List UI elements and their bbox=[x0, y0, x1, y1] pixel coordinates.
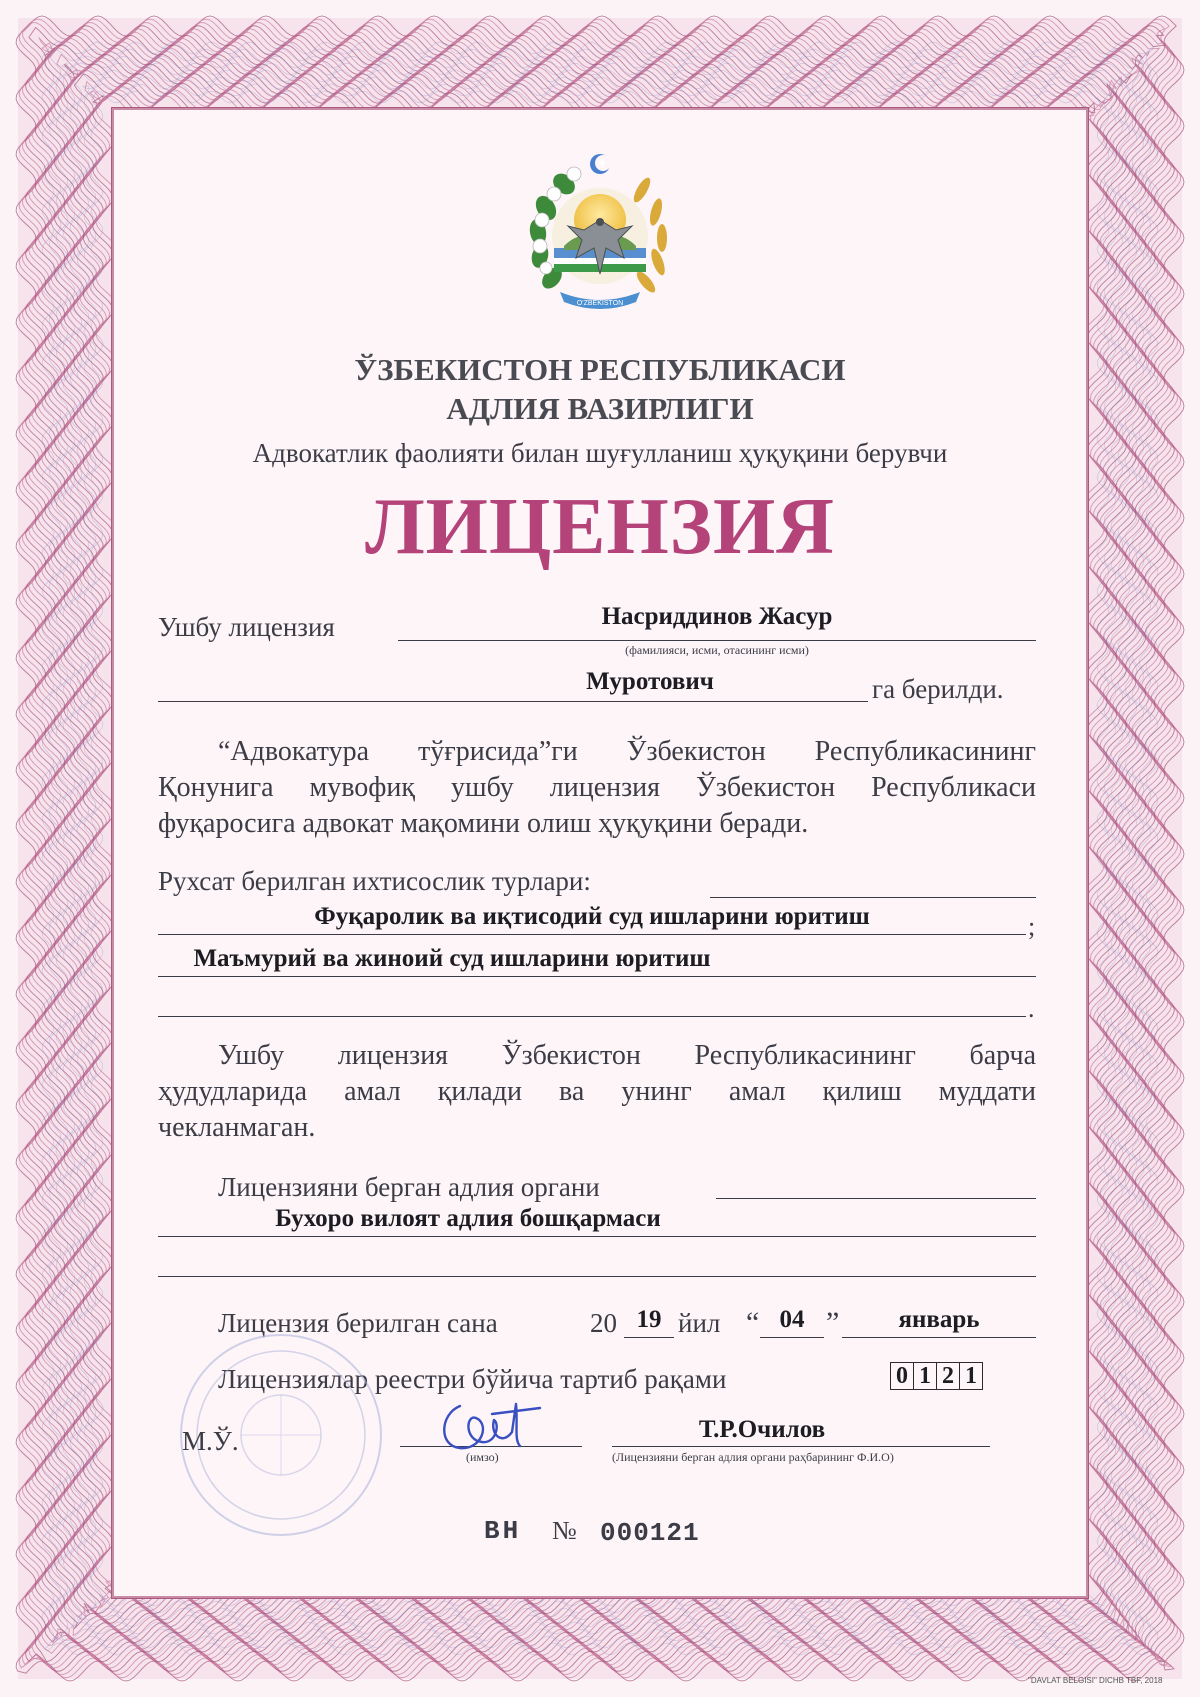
specialization-1: Фуқаролик ва иқтисодий суд ишларини юритиш bbox=[314, 903, 870, 930]
specialization-1-end: ; bbox=[1028, 912, 1036, 941]
registry-digit: 1 bbox=[914, 1362, 937, 1390]
issuer-label: Лицензияни берган адлия органи bbox=[218, 1172, 600, 1202]
document-title: ЛИЦЕНЗИЯ bbox=[365, 483, 835, 571]
holder-name-line2-rule bbox=[158, 701, 868, 702]
issued-suffix: га берилди. bbox=[872, 674, 1004, 704]
serial-series: ВН bbox=[484, 1516, 522, 1546]
registry-digit: 2 bbox=[937, 1362, 960, 1390]
issue-year-prefix: 20 bbox=[590, 1308, 617, 1338]
issue-month-rule bbox=[842, 1337, 1036, 1338]
holder-name-line1: Насриддинов Жасур bbox=[601, 603, 833, 630]
issuer-extra-rule bbox=[158, 1276, 1036, 1277]
issue-day-close-quote: ” bbox=[826, 1306, 840, 1339]
issue-date-label: Лицензия берилган сана bbox=[218, 1308, 498, 1338]
seal-label: М.Ў. bbox=[182, 1426, 239, 1456]
issue-year-rule bbox=[624, 1337, 674, 1338]
issue-year: 19 bbox=[636, 1306, 662, 1333]
holder-name-line bbox=[398, 640, 1036, 641]
specializations-label-rule bbox=[710, 897, 1036, 898]
validity-line2: ҳудудларида амал қилади ва унинг амал қилиш муддати bbox=[158, 1076, 1036, 1107]
svg-text:O'ZBEKISTON: O'ZBEKISTON bbox=[576, 300, 624, 307]
ministry-heading: АДЛИЯ ВАЗИРЛИГИ bbox=[446, 391, 754, 426]
issue-day-open-quote: “ bbox=[746, 1306, 760, 1339]
holder-name-line2: Муротович bbox=[586, 668, 714, 695]
law-paragraph-line3: фуқаросига адвокат мақомини олиш ҳуқуқини беради. bbox=[158, 808, 809, 839]
registry-digit: 0 bbox=[890, 1362, 914, 1390]
serial-number-sign: № bbox=[552, 1516, 577, 1545]
printer-imprint: "DAVLAT BELGISI" DICHB TBF, 2018 bbox=[1028, 1676, 1163, 1685]
validity-line3: чекланмаган. bbox=[158, 1112, 316, 1143]
issue-year-suffix: йил bbox=[678, 1308, 721, 1338]
law-paragraph-line2: Қонунига мувофиқ ушбу лицензия Ўзбекистон Республикаси bbox=[158, 772, 1036, 803]
head-name-rule bbox=[612, 1446, 990, 1447]
signature-hint: (имзо) bbox=[466, 1450, 499, 1464]
specialization-1-rule bbox=[158, 934, 1026, 935]
issuer-label-rule bbox=[716, 1198, 1036, 1199]
specialization-2-rule bbox=[158, 976, 1036, 977]
validity-line1: Ушбу лицензия Ўзбекистон Республикасининг барча bbox=[218, 1040, 1036, 1071]
issuer-value: Бухоро вилоят адлия бошқармаси bbox=[275, 1205, 661, 1232]
holder-label: Ушбу лицензия bbox=[158, 612, 335, 642]
issue-day: 04 bbox=[779, 1306, 805, 1333]
head-name-hint: (Лицензияни берган адлия органи раҳбарининг Ф.И.О) bbox=[612, 1450, 894, 1464]
issuer-value-rule bbox=[158, 1236, 1036, 1237]
registry-number-boxes bbox=[890, 1362, 983, 1390]
holder-name-hint: (фамилияси, исми, отасининг исми) bbox=[625, 643, 809, 657]
country-heading: ЎЗБЕКИСТОН РЕСПУБЛИКАСИ bbox=[354, 352, 846, 387]
specialization-2: Маъмурий ва жиноий суд ишларини юритиш bbox=[193, 945, 711, 972]
purpose-subheading: Адвокатлик фаолияти билан шуғулланиш ҳуқуқини берувчи bbox=[252, 438, 948, 468]
head-name: Т.Р.Очилов bbox=[698, 1416, 826, 1443]
serial-number: 000121 bbox=[600, 1518, 700, 1548]
specialization-3-rule bbox=[158, 1016, 1026, 1017]
issue-day-rule bbox=[760, 1337, 824, 1338]
specialization-3-end: . bbox=[1028, 994, 1035, 1023]
specializations-label: Рухсат берилган ихтисослик турлари: bbox=[158, 866, 591, 896]
issue-month: январь bbox=[898, 1306, 980, 1333]
registry-label: Лицензиялар реестри бўйича тартиб рақами bbox=[218, 1364, 727, 1394]
law-paragraph-line1: “Адвокатура тўғрисида”ги Ўзбекистон Республикасининг bbox=[218, 736, 1036, 767]
state-emblem-icon bbox=[524, 150, 676, 318]
registry-digit: 1 bbox=[960, 1362, 983, 1390]
